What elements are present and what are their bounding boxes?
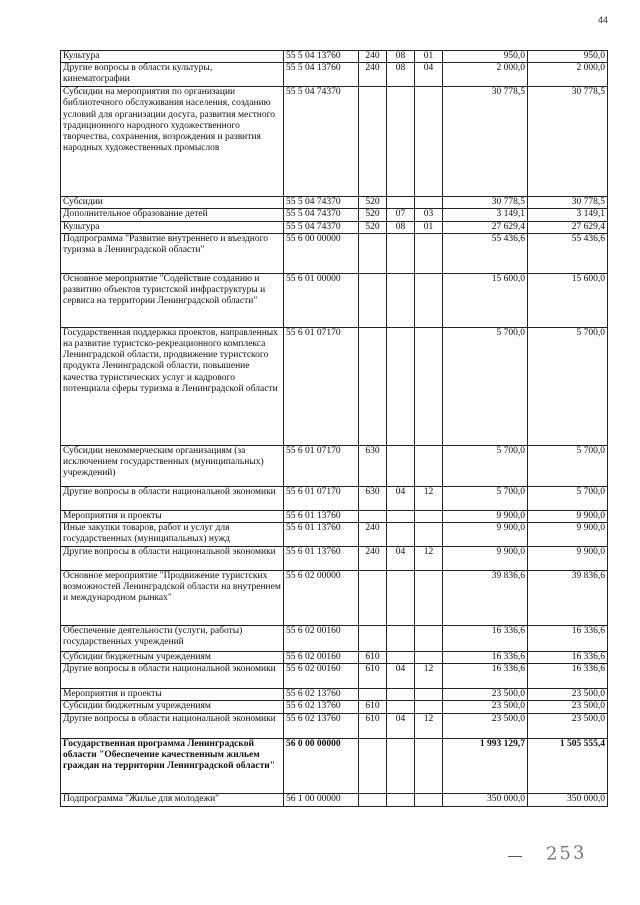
cell-rz <box>387 445 415 486</box>
cell-pr <box>415 197 443 209</box>
cell-v2: 16 336,6 <box>528 664 608 689</box>
cell-code: 55 6 02 00160 <box>284 626 359 652</box>
cell-vr <box>359 510 387 522</box>
cell-rz <box>387 87 415 197</box>
cell-v1: 9 900,0 <box>443 547 528 571</box>
cell-name: Другие вопросы в области национальной экономики <box>61 486 284 510</box>
cell-v1: 23 500,0 <box>443 713 528 738</box>
cell-pr: 04 <box>415 63 443 87</box>
cell-code: 56 1 00 00000 <box>284 793 359 806</box>
cell-pr: 12 <box>415 713 443 738</box>
table-row <box>61 327 608 445</box>
cell-code: 55 6 00 00000 <box>284 233 359 273</box>
cell-vr <box>359 327 387 445</box>
cell-pr: 01 <box>415 51 443 63</box>
cell-v2: 5 700,0 <box>528 327 608 445</box>
cell-v1: 5 700,0 <box>443 327 528 445</box>
cell-name: Другие вопросы в области национальной экономики <box>61 713 284 738</box>
cell-rz: 04 <box>387 713 415 738</box>
cell-v1: 16 336,6 <box>443 626 528 652</box>
cell-v2: 16 336,6 <box>528 652 608 664</box>
table-row <box>61 689 608 701</box>
cell-name: Другие вопросы в области национальной экономики <box>61 547 284 571</box>
cell-code: 55 5 04 74370 <box>284 87 359 197</box>
cell-vr <box>359 689 387 701</box>
cell-vr <box>359 626 387 652</box>
handwritten-sheet-number: 253 <box>545 842 587 865</box>
cell-v2: 16 336,6 <box>528 626 608 652</box>
cell-rz: 04 <box>387 664 415 689</box>
cell-name: Государственная программа Ленинградской области "Обеспечение качественным жильем граждан на территории Ленинградской области" <box>61 738 284 793</box>
table-row <box>61 445 608 486</box>
table-row <box>61 51 608 63</box>
cell-rz: 08 <box>387 63 415 87</box>
cell-vr: 610 <box>359 713 387 738</box>
budget-table <box>60 50 608 807</box>
cell-pr: 12 <box>415 547 443 571</box>
cell-v1: 5 700,0 <box>443 445 528 486</box>
cell-v1: 39 836,6 <box>443 571 528 626</box>
cell-vr <box>359 793 387 806</box>
cell-v2: 23 500,0 <box>528 701 608 713</box>
cell-code: 55 6 02 00160 <box>284 652 359 664</box>
cell-code: 55 6 01 13760 <box>284 547 359 571</box>
cell-v1: 30 778,5 <box>443 87 528 197</box>
cell-pr <box>415 523 443 547</box>
cell-v2: 23 500,0 <box>528 689 608 701</box>
cell-name: Иные закупки товаров, работ и услуг для государственных (муниципальных) нужд <box>61 523 284 547</box>
cell-name: Субсидии на мероприятия по организации библиотечного обслуживания населения, созданию условий для организации досуга, развития местного традиционного народного художественного творчества, сохранения, возрождения и развития народных художественных промыслов <box>61 87 284 197</box>
cell-pr <box>415 445 443 486</box>
cell-vr: 630 <box>359 486 387 510</box>
cell-code: 55 6 01 13760 <box>284 523 359 547</box>
cell-name: Мероприятия и проекты <box>61 689 284 701</box>
footer-dash <box>508 856 522 857</box>
cell-rz: 08 <box>387 221 415 233</box>
cell-pr <box>415 652 443 664</box>
cell-pr <box>415 510 443 522</box>
cell-vr: 610 <box>359 664 387 689</box>
cell-v1: 27 629,4 <box>443 221 528 233</box>
cell-vr: 520 <box>359 221 387 233</box>
cell-code: 55 5 04 13760 <box>284 51 359 63</box>
cell-vr: 240 <box>359 63 387 87</box>
cell-vr: 630 <box>359 445 387 486</box>
cell-v2: 1 505 555,4 <box>528 738 608 793</box>
cell-code: 55 5 04 74370 <box>284 221 359 233</box>
cell-rz: 07 <box>387 209 415 221</box>
table-row <box>61 793 608 806</box>
cell-vr: 610 <box>359 652 387 664</box>
cell-rz <box>387 233 415 273</box>
cell-v2: 2 000,0 <box>528 63 608 87</box>
cell-name: Подпрограмма "Развитие внутреннего и въездного туризма в Ленинградской области" <box>61 233 284 273</box>
cell-name: Субсидии некоммерческим организациям (за исключением государственных (муниципальных) учреждений) <box>61 445 284 486</box>
cell-pr <box>415 87 443 197</box>
cell-pr: 03 <box>415 209 443 221</box>
table-body <box>61 51 608 807</box>
table-row <box>61 571 608 626</box>
cell-code: 56 0 00 00000 <box>284 738 359 793</box>
cell-code: 55 6 01 07170 <box>284 486 359 510</box>
cell-vr: 520 <box>359 209 387 221</box>
cell-rz <box>387 571 415 626</box>
cell-v2: 950,0 <box>528 51 608 63</box>
cell-vr: 240 <box>359 51 387 63</box>
cell-v1: 9 900,0 <box>443 523 528 547</box>
cell-name: Мероприятия и проекты <box>61 510 284 522</box>
table-row <box>61 626 608 652</box>
cell-name: Другие вопросы в области национальной экономики <box>61 664 284 689</box>
cell-v2: 23 500,0 <box>528 713 608 738</box>
cell-name: Субсидии бюджетным учреждениям <box>61 652 284 664</box>
cell-rz <box>387 510 415 522</box>
cell-v2: 30 778,5 <box>528 87 608 197</box>
cell-pr <box>415 273 443 327</box>
table-row <box>61 510 608 522</box>
cell-name: Культура <box>61 221 284 233</box>
table-row <box>61 221 608 233</box>
cell-rz <box>387 793 415 806</box>
table-row <box>61 664 608 689</box>
cell-vr <box>359 87 387 197</box>
cell-code: 55 6 01 07170 <box>284 445 359 486</box>
cell-code: 55 5 04 74370 <box>284 197 359 209</box>
cell-code: 55 6 02 13760 <box>284 713 359 738</box>
table-row <box>61 523 608 547</box>
cell-v2: 9 900,0 <box>528 547 608 571</box>
table-row <box>61 87 608 197</box>
cell-rz <box>387 273 415 327</box>
cell-v2: 27 629,4 <box>528 221 608 233</box>
cell-name: Основное мероприятие "Продвижение туристских возможностей Ленинградской области на внутреннем и международном рынках" <box>61 571 284 626</box>
cell-rz <box>387 327 415 445</box>
cell-v1: 5 700,0 <box>443 486 528 510</box>
table-row <box>61 486 608 510</box>
cell-pr: 12 <box>415 486 443 510</box>
table-row <box>61 233 608 273</box>
cell-name: Субсидии бюджетным учреждениям <box>61 701 284 713</box>
cell-vr <box>359 571 387 626</box>
table-row <box>61 209 608 221</box>
cell-code: 55 6 01 13760 <box>284 510 359 522</box>
cell-v1: 2 000,0 <box>443 63 528 87</box>
cell-v2: 15 600,0 <box>528 273 608 327</box>
cell-v2: 55 436,6 <box>528 233 608 273</box>
cell-name: Государственная поддержка проектов, направленных на развитие туристско-рекреационного комплекса Ленинградской области, продвижение туристского продукта Ленинградской области, повышение качества туристических услуг и кадрового потенциала сферы туризма в Ленинградской области <box>61 327 284 445</box>
table-row <box>61 652 608 664</box>
cell-v2: 9 900,0 <box>528 523 608 547</box>
cell-rz <box>387 626 415 652</box>
cell-v2: 350 000,0 <box>528 793 608 806</box>
cell-rz <box>387 652 415 664</box>
cell-rz <box>387 197 415 209</box>
table-row <box>61 701 608 713</box>
cell-v1: 950,0 <box>443 51 528 63</box>
cell-v1: 1 993 129,7 <box>443 738 528 793</box>
cell-pr <box>415 233 443 273</box>
cell-code: 55 5 04 13760 <box>284 63 359 87</box>
cell-name: Подпрограмма "Жилье для молодежи" <box>61 793 284 806</box>
cell-v1: 3 149,1 <box>443 209 528 221</box>
cell-vr <box>359 738 387 793</box>
cell-rz: 04 <box>387 486 415 510</box>
cell-v1: 16 336,6 <box>443 664 528 689</box>
cell-v1: 16 336,6 <box>443 652 528 664</box>
cell-pr: 01 <box>415 221 443 233</box>
cell-pr <box>415 571 443 626</box>
cell-v2: 5 700,0 <box>528 445 608 486</box>
cell-v1: 23 500,0 <box>443 689 528 701</box>
cell-vr: 240 <box>359 547 387 571</box>
cell-rz <box>387 689 415 701</box>
cell-pr: 12 <box>415 664 443 689</box>
table-row <box>61 738 608 793</box>
table-row <box>61 547 608 571</box>
cell-pr <box>415 793 443 806</box>
cell-v1: 55 436,6 <box>443 233 528 273</box>
cell-vr: 520 <box>359 197 387 209</box>
cell-vr <box>359 233 387 273</box>
cell-code: 55 5 04 74370 <box>284 209 359 221</box>
cell-pr <box>415 626 443 652</box>
cell-code: 55 6 02 13760 <box>284 689 359 701</box>
cell-v1: 350 000,0 <box>443 793 528 806</box>
cell-v2: 39 836,6 <box>528 571 608 626</box>
cell-v2: 9 900,0 <box>528 510 608 522</box>
table-row <box>61 197 608 209</box>
cell-rz <box>387 738 415 793</box>
cell-v2: 5 700,0 <box>528 486 608 510</box>
cell-name: Дополнительное образование детей <box>61 209 284 221</box>
cell-rz <box>387 701 415 713</box>
cell-vr <box>359 273 387 327</box>
cell-rz: 08 <box>387 51 415 63</box>
cell-code: 55 6 02 00160 <box>284 664 359 689</box>
table-row <box>61 63 608 87</box>
cell-pr <box>415 327 443 445</box>
cell-vr: 240 <box>359 523 387 547</box>
table-row <box>61 273 608 327</box>
cell-pr <box>415 701 443 713</box>
cell-v2: 30 778,5 <box>528 197 608 209</box>
cell-v1: 23 500,0 <box>443 701 528 713</box>
cell-v1: 30 778,5 <box>443 197 528 209</box>
cell-code: 55 6 01 00000 <box>284 273 359 327</box>
cell-v1: 9 900,0 <box>443 510 528 522</box>
cell-code: 55 6 02 00000 <box>284 571 359 626</box>
cell-name: Культура <box>61 51 284 63</box>
cell-vr: 610 <box>359 701 387 713</box>
cell-rz <box>387 523 415 547</box>
cell-pr <box>415 689 443 701</box>
cell-name: Субсидии <box>61 197 284 209</box>
page-number: 44 <box>598 15 609 25</box>
cell-name: Основное мероприятие "Содействие созданию и развитию объектов туристской инфраструктуры и сервиса на территории Ленинградской области" <box>61 273 284 327</box>
cell-code: 55 6 01 07170 <box>284 327 359 445</box>
cell-pr <box>415 738 443 793</box>
table-row <box>61 713 608 738</box>
cell-v2: 3 149,1 <box>528 209 608 221</box>
cell-name: Другие вопросы в области культуры, кинематографии <box>61 63 284 87</box>
cell-rz: 04 <box>387 547 415 571</box>
cell-code: 55 6 02 13760 <box>284 701 359 713</box>
cell-name: Обеспечение деятельности (услуги, работы) государственных учреждений <box>61 626 284 652</box>
cell-v1: 15 600,0 <box>443 273 528 327</box>
